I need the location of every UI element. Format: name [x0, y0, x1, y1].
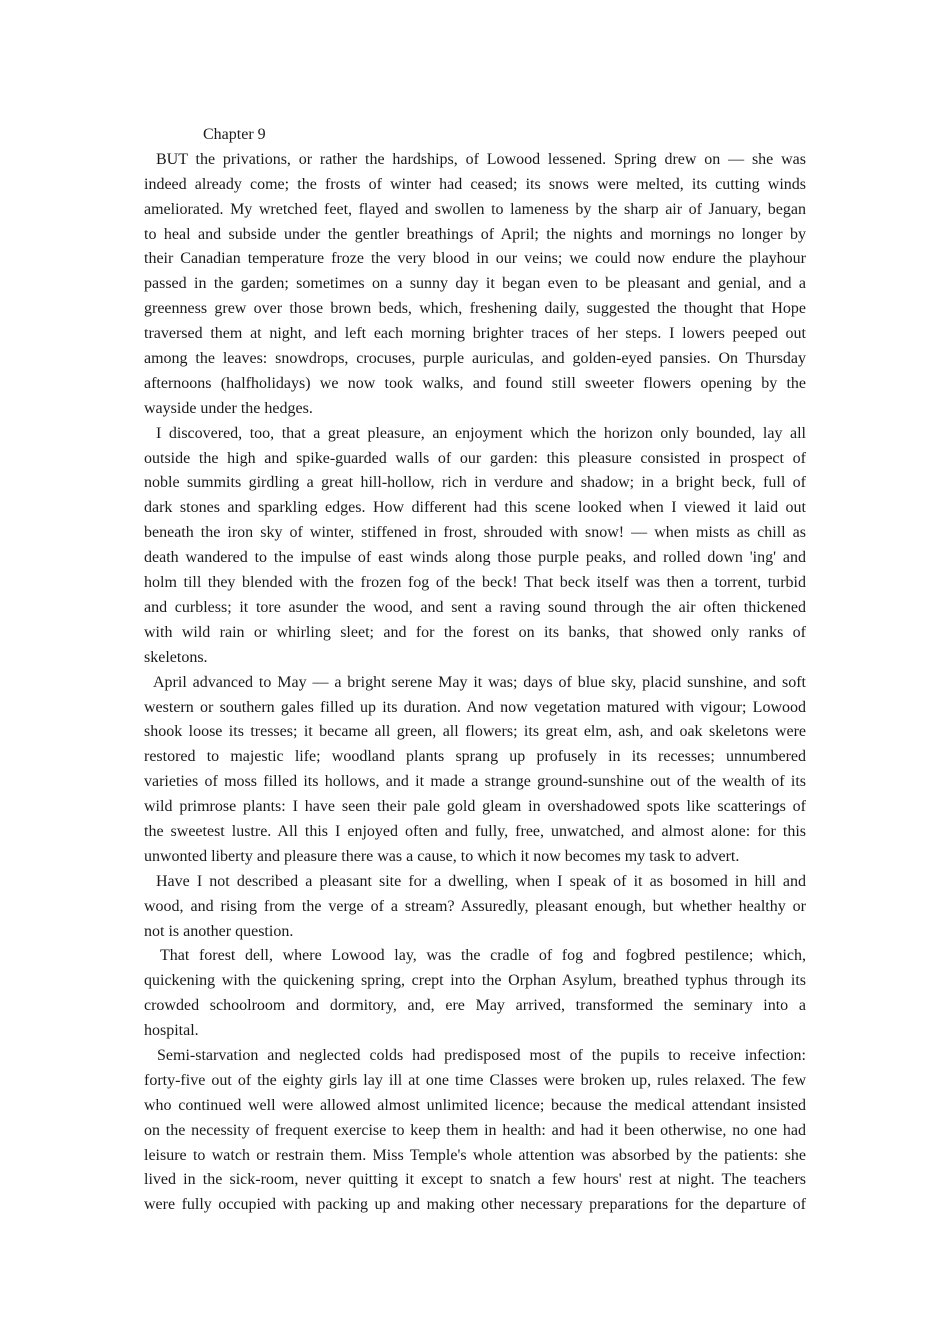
text-line: traversed them at night, and left each morning brighter traces of her steps. I lowers peeped out	[144, 325, 806, 343]
text-line: crowded schoolroom and dormitory, and, ere May arrived, transformed the seminary into a	[144, 997, 806, 1015]
text-line: outside the high and spike-guarded walls of our garden: this pleasure consisted in prospect of	[144, 449, 806, 467]
text-line: greenness grew over those brown beds, which, freshening daily, suggested the thought that Hope	[144, 300, 806, 318]
text-line: wild primrose plants: I have seen their pale gold gleam in overshadowed spots like scatterings of	[144, 798, 806, 816]
text-line: quickening with the quickening spring, crept into the Orphan Asylum, breathed typhus through its	[144, 972, 806, 990]
text-line: holm till they blended with the frozen fog of the beck! That beck itself was then a torrent, turbid	[144, 574, 806, 592]
chapter-title: Chapter 9	[203, 126, 266, 143]
text-line: ameliorated. My wretched feet, flayed and swollen to lameness by the sharp air of January, began	[144, 200, 806, 218]
text-line: wood, and rising from the verge of a stream? Assuredly, pleasant enough, but whether healthy or	[144, 897, 806, 915]
text-line: death wandered to the impulse of east winds along those purple peaks, and rolled down 'ing' and	[144, 549, 806, 567]
text-line: lived in the sick-room, never quitting it except to snatch a few hours' rest at night. The teachers	[144, 1171, 806, 1189]
paragraph	[144, 1044, 806, 1218]
text-line: not is another question.	[144, 922, 294, 940]
text-line: restored to majestic life; woodland plants sprang up profusely in its recesses; unnumbered	[144, 748, 806, 766]
text-line: BUT the privations, or rather the hardships, of Lowood lessened. Spring drew on — she was	[156, 150, 806, 168]
text-line: skeletons.	[144, 648, 208, 666]
text-line: who continued well were allowed almost unlimited licence; because the medical attendant insisted	[144, 1096, 806, 1114]
paragraph	[144, 944, 806, 1044]
text-line: with wild rain or whirling sleet; and for the forest on its banks, that showed only ranks of	[144, 623, 806, 641]
text-line: the sweetest lustre. All this I enjoyed often and fully, free, unwatched, and almost alone: for this	[144, 822, 806, 840]
text-line: western or southern gales filled up its duration. And now vegetation matured with vigour; Lowood	[144, 698, 806, 716]
text-line: were fully occupied with packing up and making other necessary preparations for the departure of	[144, 1196, 806, 1214]
text-line: shook loose its tresses; it became all green, all flowers; its great elm, ash, and oak skeletons were	[144, 723, 806, 741]
text-line: passed in the garden; sometimes on a sunny day it began even to be pleasant and genial, and a	[144, 275, 806, 293]
text-line: Semi-starvation and neglected colds had predisposed most of the pupils to receive infection:	[157, 1046, 806, 1064]
text-line: leisure to watch or restrain them. Miss Temple's whole attention was absorbed by the patients: she	[144, 1146, 806, 1164]
text-line: and curbless; it tore asunder the wood, and sent a raving sound through the air often thickened	[144, 598, 806, 616]
text-line: wayside under the hedges.	[144, 399, 313, 417]
paragraph	[144, 671, 806, 870]
text-line: Have I not described a pleasant site for a dwelling, when I speak of it as bosomed in hill and	[156, 872, 806, 890]
text-line: dark stones and sparkling edges. How different had this scene looked when I viewed it laid out	[144, 499, 806, 517]
text-line: That forest dell, where Lowood lay, was the cradle of fog and fogbred pestilence; which,	[160, 947, 806, 965]
text-line: on the necessity of frequent exercise to keep them in health: and had it been otherwise, no one had	[144, 1121, 806, 1139]
paragraph	[144, 870, 806, 945]
text-line: indeed already come; the frosts of winter had ceased; its snows were melted, its cutting winds	[144, 175, 806, 193]
text-line: beneath the iron sky of winter, stiffened in frost, shrouded with snow! — when mists as chill as	[144, 524, 806, 542]
document-page	[144, 123, 806, 1218]
text-line: noble summits girdling a great hill-hollow, rich in verdure and shadow; in a bright beck, full of	[144, 474, 806, 492]
text-line: unwonted liberty and pleasure there was a cause, to which it now becomes my task to advert.	[144, 847, 740, 865]
text-line: to heal and subside under the gentler breathings of April; the nights and mornings no longer by	[144, 225, 806, 243]
paragraph	[144, 422, 806, 671]
text-line: hospital.	[144, 1022, 199, 1040]
text-line: afternoons (halfholidays) we now took walks, and found still sweeter flowers opening by the	[144, 374, 806, 392]
paragraph	[144, 148, 806, 422]
text-line: their Canadian temperature froze the very blood in our veins; we could now endure the playhour	[144, 250, 806, 268]
text-line: varieties of moss filled its hollows, and it made a strange ground-sunshine out of the wealth of its	[144, 773, 806, 791]
chapter-body	[144, 148, 806, 1218]
text-line: forty-five out of the eighty girls lay ill at one time Classes were broken up, rules relaxed. The few	[144, 1071, 806, 1089]
text-line: among the leaves: snowdrops, crocuses, purple auriculas, and golden-eyed pansies. On Thursday	[144, 350, 806, 368]
text-line: I discovered, too, that a great pleasure, an enjoyment which the horizon only bounded, lay all	[156, 424, 806, 442]
text-line: April advanced to May — a bright serene May it was; days of blue sky, placid sunshine, and soft	[153, 673, 806, 691]
